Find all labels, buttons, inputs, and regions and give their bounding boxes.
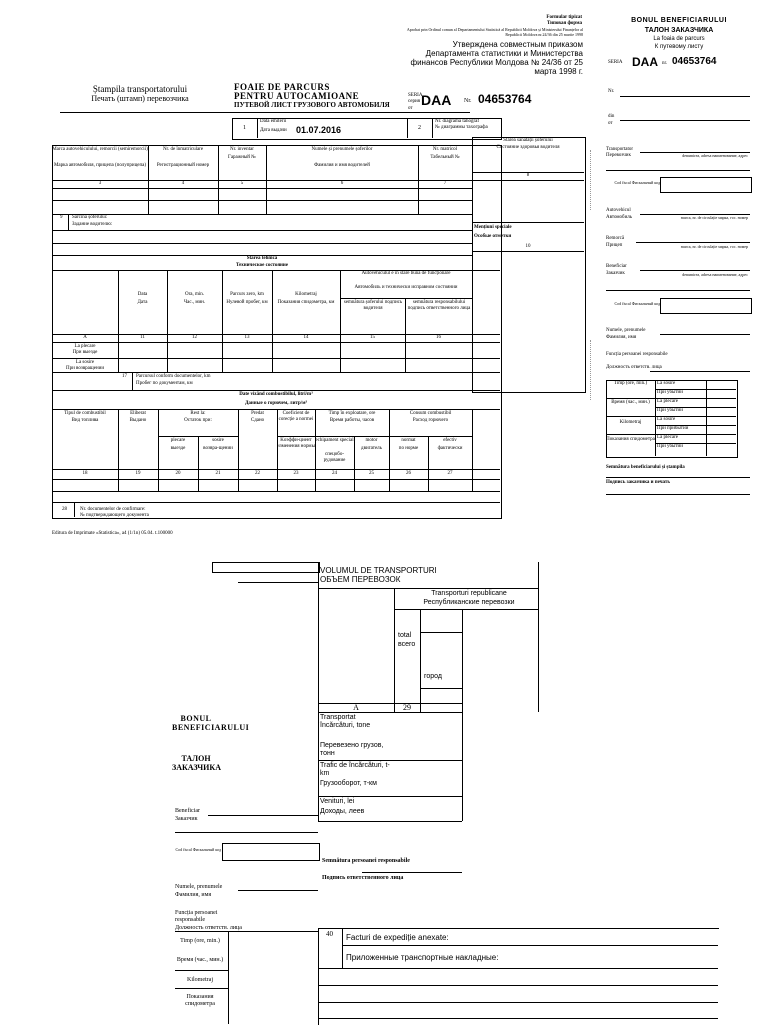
- vol-row-1-ru: Перевезено грузов, тонн: [320, 742, 384, 757]
- bottom-beneficiary-ru: Заказчик: [175, 816, 198, 822]
- depart-ru: При выезде: [72, 350, 98, 355]
- form-title-ru: ПУТЕВОЙ ЛИСТ ГРУЗОВОГО АВТОМОБИЛЯ: [234, 101, 390, 109]
- bottom-person-ro: Numele, prenumele: [175, 884, 223, 890]
- from-label: от: [408, 106, 413, 111]
- col-11: 11: [140, 335, 145, 340]
- seria-label: SERIA: [408, 93, 423, 98]
- route-doc-ru: Пробег по документам, км: [136, 381, 193, 386]
- carrier-fiscal: Cod fiscal Фискальный код: [614, 180, 660, 185]
- fuel-type-ru: Вид топлива: [71, 418, 99, 423]
- arrival-2-ru: При прибытии: [657, 426, 689, 431]
- fuel-ro: Date vizând combustibilul, litri/m³: [239, 392, 313, 397]
- beneficiary-ro: Beneficiar: [606, 264, 627, 269]
- col-26: 26: [406, 471, 411, 476]
- motor-ru: двигатель: [361, 446, 382, 451]
- time-ro: Timp în exploatare, ore: [328, 411, 376, 416]
- vol-row-3-ru: Доходы, леев: [320, 808, 365, 815]
- beneficiary-fiscal: Cod fiscal Фискальный код: [614, 301, 660, 306]
- km-label-ru: Показания спидометра: [606, 437, 655, 442]
- vehicle-ok-ru: Автомобиль и технически исправном состоянии: [354, 285, 458, 290]
- vehicle-ru: Автомобиль: [606, 215, 633, 220]
- rest-ro: Rest la:: [190, 411, 206, 416]
- position-ro: Funcția persoanei responsabile: [606, 352, 668, 357]
- row-a-label: A: [83, 335, 87, 340]
- tech-ru: Техническое состояние: [235, 263, 289, 268]
- publisher: Editura de Imprimate «Statistica», a4 (1/1n) 05.04. t.100000: [52, 531, 173, 536]
- rest-return-ro: sosire: [212, 438, 224, 443]
- actual-ru: фактически: [437, 446, 463, 451]
- approval-ru-4: марта 1998 г.: [534, 67, 583, 76]
- coupon-din: din: [608, 114, 615, 119]
- col-8: 8: [526, 173, 530, 178]
- coupon-seria-label: SERIA: [608, 60, 623, 65]
- col-13: 13: [244, 335, 250, 340]
- docs-ro: Nr. documentelor de confirmare:: [80, 507, 146, 512]
- driver-health-ro: Starea sănătății șoferului: [503, 138, 553, 143]
- form-type-ru: Типовая форма: [546, 21, 582, 26]
- person-ro: Numele, prenumele: [606, 328, 646, 333]
- person-ru: Фамилия, имя: [606, 335, 637, 340]
- tech-col-time-ro: Ora, min.: [184, 292, 205, 297]
- tech-col-time-ru: Час., мин.: [183, 300, 206, 305]
- time-label-ro: Timp (ore, min.): [613, 381, 648, 386]
- coupon-number: 04653764: [672, 56, 717, 67]
- fuel-issued-ru: Выдано: [129, 418, 147, 423]
- approval-ru-3: финансов Республики Молдова № 24/36 от 25: [410, 58, 583, 67]
- sign-ru: Подпись заказчика и печать: [606, 480, 671, 485]
- special-equip-ru: спецобо-рудование: [323, 452, 346, 463]
- tech-col-date-ru: Дата: [137, 300, 148, 305]
- bottom-beneficiary-ro: Beneficiar: [175, 808, 200, 814]
- box-1: 1: [243, 125, 246, 131]
- issue-date-value: 01.07.2016: [296, 125, 342, 135]
- col-num-4: 4: [181, 181, 185, 186]
- departure-1-ro: La plecare: [657, 399, 678, 404]
- coupon-sub-ro: La foaia de parcurs: [653, 36, 705, 42]
- rest-depart-ru: выезде: [170, 446, 186, 451]
- driver-health-ru: Состояние здоровья водителя: [496, 145, 560, 150]
- col-18: 18: [82, 471, 88, 476]
- tacho-ro: Nr. diagramă tahograf: [435, 119, 480, 124]
- rep-ro: Transporturi republicane: [431, 590, 507, 597]
- col-brand-ro: Marca autovehiculului, remorcii (semiremorcii): [52, 147, 148, 152]
- arrival-1-ru: При убытии: [657, 390, 683, 395]
- bottom-fiscal: Cod fiscal Фискальный код: [175, 847, 221, 852]
- col-mat-ru: Табельный №: [430, 155, 460, 160]
- coupon-title-ro: BONUL BENEFICIARULUI: [631, 17, 727, 24]
- col-16: 16: [436, 335, 441, 340]
- total-ru: всего: [398, 641, 416, 648]
- nr-label: Nr.: [464, 98, 472, 104]
- volume-ro: VOLUMUL DE TRANSPORTURI: [320, 566, 437, 575]
- return-ru: При возвращении: [65, 366, 104, 371]
- col-24: 24: [332, 471, 337, 476]
- rest-depart-ro: plecare: [170, 438, 186, 443]
- col-name-ro: Numele și prenumele șoferilor: [311, 147, 373, 152]
- col-num-6: 6: [340, 181, 344, 186]
- arrival-2-ro: La sosire: [657, 417, 676, 422]
- bottom-time-ru: Время (час., мин.): [176, 957, 224, 963]
- task-ro: Sarcina șoferului:: [72, 215, 108, 220]
- vehicle-ok-ro: Autovehiculul e în stare bună de funcționare: [361, 271, 451, 276]
- col-reg-ru: Регистрационный номер: [156, 163, 210, 168]
- form-type-ro: Formular tipizat: [546, 15, 582, 20]
- carrier-ro: Transportator: [606, 147, 634, 152]
- issue-date-ru: Дата выдачи: [260, 128, 287, 133]
- tech-col-date-ro: Data: [137, 292, 148, 297]
- col-num-3: 3: [98, 181, 102, 186]
- bottom-coupon-ro: BONUL BENEFICIARULUI: [172, 714, 250, 732]
- coef-ru: Koэффи-циент изменения нормы: [277, 438, 315, 449]
- seria-value: DAA: [421, 92, 452, 108]
- sign-ro: Semnătura beneficiarului și ștampila: [606, 465, 685, 470]
- col-25: 25: [369, 471, 374, 476]
- time-ru: Время работы, часов: [329, 418, 375, 423]
- fuel-handed-ru: Сдано: [250, 418, 265, 423]
- task-num: 9: [60, 215, 63, 220]
- n17: 17: [122, 374, 127, 379]
- fuel-handed-ro: Predat: [251, 411, 264, 416]
- departure-2-ro: La plecare: [657, 435, 678, 440]
- return-ro: La sosire: [75, 360, 95, 365]
- tech-col-zero-ro: Parcurs zero, km: [230, 292, 264, 297]
- normat-ro: normat: [401, 438, 416, 443]
- n40: 40: [326, 930, 333, 938]
- invoices-ru: Приложенные транспортные накладные:: [346, 953, 499, 962]
- special-equip: echipament special: [315, 438, 354, 443]
- form-title-ro-1: FOAIE DE PARCURS: [234, 82, 330, 92]
- tacho-ru: № диаграммы тахографа: [435, 125, 488, 130]
- consum-ro: Consum combustibil: [409, 411, 452, 416]
- sign-responsible: semnătura responsabilului подпись ответственного лица: [407, 300, 471, 311]
- stamp-label-ro: Ștampila transportatorului: [92, 84, 188, 94]
- tech-ro: Starea tehnică: [246, 256, 278, 261]
- carrier-ru: Перевозчик: [606, 153, 631, 158]
- trailer-hint: marca, nr. de circulație марка, гос. номер: [680, 244, 748, 249]
- bottom-km-ro: Kilometraj: [187, 977, 213, 983]
- fuel-ru: Данные о горючем, литр/м³: [244, 401, 308, 406]
- km-label-ro: Kilometraj: [619, 420, 642, 425]
- col-num-5: 5: [240, 181, 244, 186]
- coupon-nr-label: nr.: [662, 61, 668, 66]
- vol-row-2-ru: Грузооборот, т-км: [320, 780, 377, 787]
- bottom-time-ro: Timp (ore, min.): [180, 938, 220, 944]
- departure-2-ru: При убытии: [657, 444, 683, 449]
- mentions-ro: Mențiuni speciale: [474, 225, 512, 230]
- col-name-ru: Фамилия и имя водителей: [314, 163, 370, 168]
- motor-ro: motor: [365, 438, 378, 443]
- docs-ru: № подтверждающего документа: [80, 513, 149, 518]
- coupon-nr: Nr.: [608, 89, 615, 94]
- col-12: 12: [192, 335, 197, 340]
- vol-row-1-ro: Transportat încărcături, tone: [320, 714, 371, 729]
- col-15: 15: [370, 335, 375, 340]
- vehicle-hint: marca, nr. de circulație марка, гос. номер: [680, 215, 748, 220]
- trailer-ro: Remorcă: [606, 236, 625, 241]
- coupon-seria: DAA: [632, 55, 658, 69]
- invoices-ro: Facturi de expediție anexate:: [346, 933, 449, 942]
- bottom-position-ro: Funcția persoanei responsabile: [175, 910, 218, 923]
- vol-row-3-ro: Venituri, lei: [320, 798, 355, 805]
- actual-ro: efectiv: [443, 438, 457, 443]
- approval-ru-1: Утверждена совместным приказом: [452, 40, 583, 49]
- approval-ro: Aprobat prin Ordinul comun al Departamentului Statistică al Republicii Moldova și Ministerului Finanțelor al Republicii Moldova nr.24/36 din 25 martie 1998: [406, 27, 583, 37]
- issue-date-ro: Data emiterii: [260, 119, 287, 124]
- route-doc-ro: Parcursul conform documentelor, km: [136, 374, 211, 379]
- col-num-7: 7: [443, 181, 447, 186]
- col-23: 23: [293, 471, 299, 476]
- resp-sign-ru: Подпись ответственного лица: [322, 875, 404, 881]
- form-number: 04653764: [478, 92, 532, 106]
- bottom-coupon-ru: ТАЛОН ЗАКАЗЧИКА: [172, 754, 221, 772]
- col-14: 14: [303, 335, 309, 340]
- normat-ru: по норме: [398, 446, 419, 451]
- arrival-1-ro: La sosire: [657, 381, 676, 386]
- mentions-ru: Особые отметки: [474, 234, 512, 239]
- fuel-type-ro: Tipul de combustibil: [64, 411, 106, 416]
- tech-col-zero-ru: Нулевой пробег, км: [226, 300, 268, 305]
- col-29: 29: [403, 703, 411, 712]
- col-19: 19: [135, 471, 141, 476]
- box-2: 2: [418, 125, 421, 131]
- coupon-ot: от: [608, 121, 613, 126]
- tech-col-km-ro: Kilometraj: [295, 292, 317, 297]
- n28: 28: [62, 507, 67, 512]
- task-ru: Задание водителю:: [72, 222, 113, 227]
- bottom-person-ru: Фамилия, имя: [175, 892, 212, 898]
- bottom-km-ru: Показания спидометра: [185, 994, 215, 1007]
- vol-row-2-ro: Trafic de încărcături, t-km: [320, 762, 390, 777]
- rep-ru: Республиканские перевозки: [423, 599, 515, 606]
- form-title-ro-2: PENTRU AUTOCAMIOANE: [234, 91, 360, 101]
- col-inv-ro: Nr. inventar: [230, 147, 254, 152]
- city-ru: город: [424, 673, 443, 680]
- col-20: 20: [175, 471, 181, 476]
- rest-return-ru: возвра-щении: [203, 446, 233, 451]
- col-10: 10: [525, 244, 531, 249]
- col-mat-ro: Nr. matricol: [432, 147, 458, 152]
- col-a: A: [353, 703, 359, 712]
- time-label-ru: Время (час., мин.): [611, 400, 650, 405]
- fuel-issued-ro: Eliberat: [130, 411, 146, 416]
- beneficiary-ru: Заказчик: [606, 271, 625, 276]
- col-27: 27: [447, 471, 453, 476]
- consum-ru: Расход горючего: [412, 418, 449, 423]
- tech-col-km-ru: Показания спидометра, км: [277, 300, 335, 305]
- col-22: 22: [255, 471, 260, 476]
- sign-driver: semnătura șoferului подпись водителя: [343, 300, 403, 311]
- departure-1-ru: При убытии: [657, 408, 683, 413]
- col-21: 21: [215, 471, 221, 476]
- col-inv-ru: Гаражный №: [228, 155, 256, 160]
- resp-sign-ro: Semnătura persoanei responsabile: [322, 858, 410, 864]
- carrier-hint: denumirea, adresa наименование, адрес: [682, 153, 748, 158]
- seria-ru: серия: [408, 99, 420, 104]
- rest-ru: Остаток при:: [184, 418, 212, 423]
- col-brand-ru: Марка автомобиля, прицепа (полуприцепа): [53, 163, 147, 168]
- beneficiary-hint: denumirea, adresa наименование, адрес: [682, 272, 748, 277]
- trailer-ru: Прицеп: [606, 243, 623, 248]
- col-reg-ro: Nr. de înmatriculare: [162, 147, 204, 152]
- position-ru: Должность ответств. лица: [606, 365, 662, 370]
- bottom-position-ru: Должность ответств. лица: [175, 925, 242, 931]
- volume-ru: ОБЪЕМ ПЕРЕВОЗОК: [320, 575, 401, 584]
- coupon-sub-ru: К путевому листу: [654, 44, 704, 50]
- coef-ro: Coeficient de corecție a normei: [278, 411, 314, 422]
- approval-ru-2: Департамента статистики и Министерства: [425, 49, 583, 58]
- stamp-label-ru: Печать (штамп) перевозчика: [91, 94, 189, 103]
- total-ro: total: [398, 632, 412, 639]
- coupon-title-ru: ТАЛОН ЗАКАЗЧИКА: [644, 27, 714, 34]
- depart-ro: La plecare: [74, 344, 96, 349]
- vehicle-ro: Autovehicul: [606, 208, 631, 213]
